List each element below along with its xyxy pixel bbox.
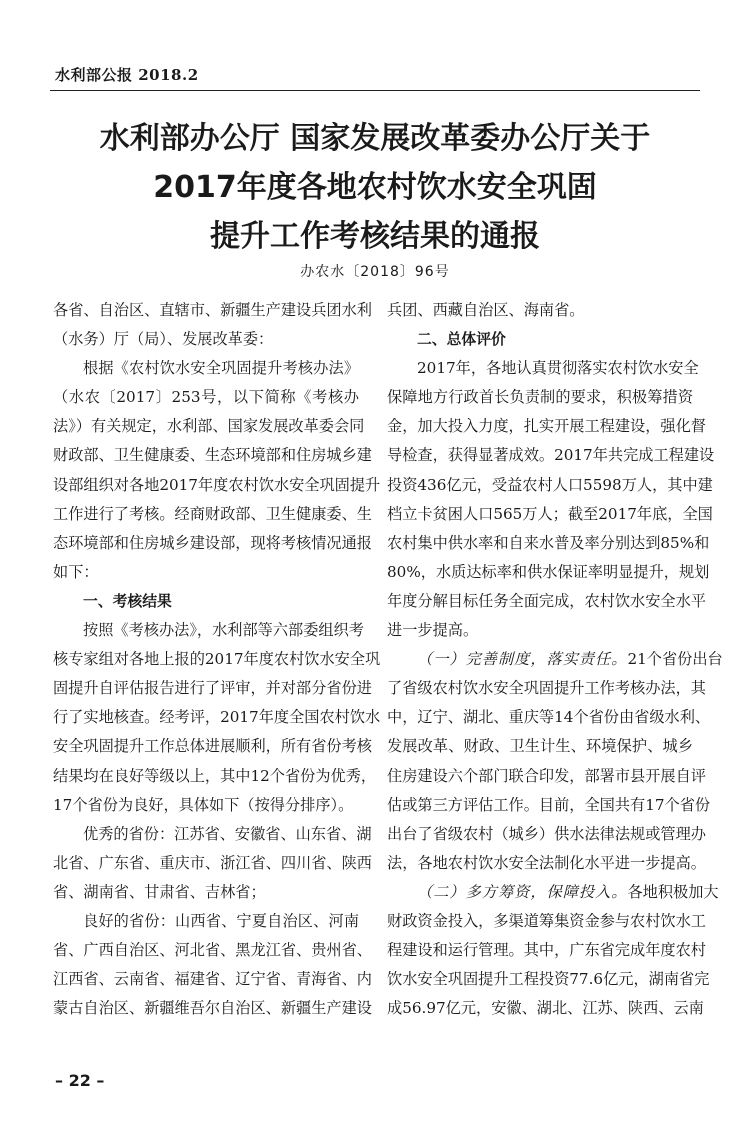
header-rule (50, 90, 700, 91)
body-line: 兵团、西藏自治区、海南省。 (387, 301, 585, 319)
body-line: 北省、广东省、重庆市、浙江省、四川省、陕西 (53, 853, 372, 872)
body-line: 成56.97亿元，安徽、湖北、江苏、陕西、云南 (387, 999, 704, 1018)
title-line: 水利部办公厅 国家发展改革委办公厅关于 (99, 121, 651, 156)
journal-header: 水利部公报 2018.2 (55, 66, 199, 84)
title-line: 2017年度各地农村饮水安全巩固 (153, 170, 597, 205)
body-line: 优秀的省份：江苏省、安徽省、山东省、湖 (83, 824, 372, 843)
title-line: 提升工作考核结果的通报 (210, 219, 540, 254)
body-line: 80%，水质达标率和供水保证率明显提升，规划 (387, 562, 710, 581)
body-line: 年度分解目标任务全面完成，农村饮水安全水平 (387, 591, 706, 610)
body-line: 出台了省级农村（城乡）供水法律法规或管理办 (387, 824, 706, 843)
section-heading: 二、总体评价 (417, 331, 506, 349)
body-line: 法》）有关规定，水利部、国家发展改革委会同 (53, 417, 365, 436)
body-line: （水农〔2017〕253号，以下简称《考核办 (53, 388, 359, 407)
body-line: 良好的省份：山西省、宁夏自治区、河南 (83, 911, 359, 930)
body-line: 农村集中供水率和自来水普及率分别达到85%和 (387, 533, 710, 552)
body-line: 估或第三方评估工作。目前，全国共有17个省份 (387, 795, 711, 814)
subsection-keyword: （一）完善制度，落实责任。 (417, 650, 628, 669)
body-line: 江西省、云南省、福建省、辽宁省、青海省、内 (53, 970, 372, 989)
body-line: 行了实地核查。经考评，2017年度全国农村饮水 (53, 708, 381, 727)
document-number: 办农水〔2018〕96号 (300, 264, 450, 280)
body-line: 17个省份为良好，具体如下（按得分排序）。 (53, 795, 354, 814)
body-text: 各地积极加大 (627, 882, 719, 901)
body-line: 财政资金投入，多渠道筹集资金参与农村饮水工 (387, 911, 706, 930)
body-line: 固提升自评估报告进行了评审，并对部分省份进 (53, 679, 372, 698)
body-line: 如下： (53, 562, 99, 581)
body-line: 2017年，各地认真贯彻落实农村饮水安全 (417, 359, 699, 378)
body-line: 进一步提高。 (387, 621, 479, 640)
body-line: （水务）厅（局）、发展改革委： (53, 330, 274, 349)
section-heading: 一、考核结果 (83, 592, 172, 610)
body-line: 住房建设六个部门联合印发，部署市县开展自评 (387, 766, 706, 785)
body-line: 发展改革、财政、卫生计生、环境保护、城乡 (387, 737, 693, 756)
body-line: 省、湖南省、甘肃省、吉林省； (53, 882, 266, 901)
body-text: 21个省份出台 (627, 650, 723, 669)
right-column (387, 296, 723, 1023)
body-line: 档立卡贫困人口565万人；截至2017年底，全国 (387, 504, 713, 523)
document-title (50, 114, 700, 261)
body-line: 核专家组对各地上报的2017年度农村饮水安全巩 (53, 650, 381, 669)
body-line: 态环境部和住房城乡建设部，现将考核情况通报 (53, 533, 372, 552)
body-line: 安全巩固提升工作总体进展顺利，所有省份考核 (53, 737, 372, 756)
body-line: 保障地方行政首长负责制的要求，积极筹措资 (387, 388, 693, 407)
page-number: – 22 – (55, 1071, 105, 1090)
body-line: 按照《考核办法》，水利部等六部委组织考 (83, 621, 364, 640)
body-line: 蒙古自治区、新疆维吾尔自治区、新疆生产建设 (53, 999, 372, 1018)
body-line: 中，辽宁、湖北、重庆等14个省份由省级水利、 (387, 708, 711, 727)
body-line: 金，加大投入力度，扎实开展工程建设，强化督 (387, 417, 706, 436)
body-line: 各省、自治区、直辖市、新疆生产建设兵团水利 (53, 301, 372, 319)
body-line: 根据《农村饮水安全巩固提升考核办法》 (83, 359, 359, 378)
body-line: 程建设和运行管理。其中，广东省完成年度农村 (387, 941, 706, 960)
body-line: 了省级农村饮水安全巩固提升工作考核办法，其 (387, 679, 706, 698)
body-line: 投资436亿元，受益农村人口5598万人，其中建 (387, 475, 713, 494)
body-line: 法，各地农村饮水安全法制化水平进一步提高。 (387, 853, 706, 872)
body-line: 省、广西自治区、河北省、黑龙江省、贵州省、 (53, 941, 372, 960)
body-line: 结果均在良好等级以上，其中12个省份为优秀， (53, 766, 377, 785)
body-line: 工作进行了考核。经商财政部、卫生健康委、生 (53, 504, 372, 523)
body-line (387, 878, 719, 907)
subsection-keyword: （二）多方筹资，保障投入。 (417, 882, 628, 901)
body-line (387, 645, 723, 674)
body-line: 设部组织对各地2017年度农村饮水安全巩固提升 (53, 475, 381, 494)
left-column (53, 296, 381, 1023)
body-line: 导检查，获得显著成效。2017年共完成工程建设 (387, 446, 715, 465)
body-line: 财政部、卫生健康委、生态环境部和住房城乡建 (53, 446, 372, 465)
body-line: 饮水安全巩固提升工程投资77.6亿元，湖南省完 (387, 970, 710, 989)
